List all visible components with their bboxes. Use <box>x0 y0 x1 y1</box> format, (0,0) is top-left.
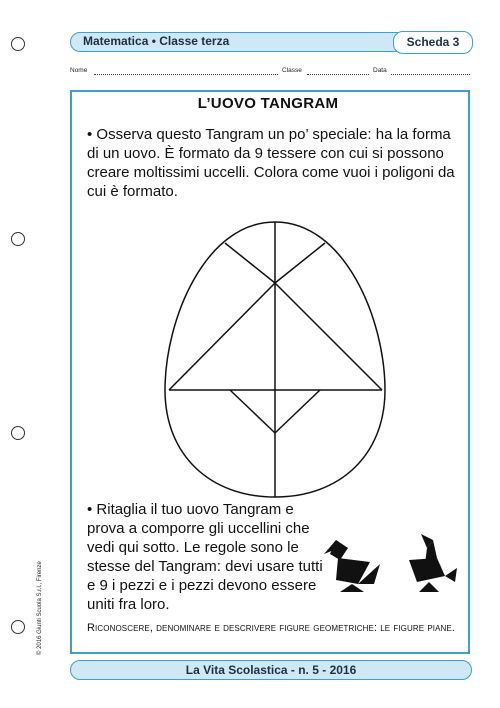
footer-bar: La Vita Scolastica - n. 5 - 2016 <box>70 660 472 680</box>
binder-hole <box>11 232 25 246</box>
binder-hole <box>11 426 25 440</box>
class-field-label: Classe <box>282 67 302 74</box>
instructions-text: • Osserva questo Tangram un po’ speciale: ha la forma di un uovo. È formato da 9 tessere con cui si possono creare moltissimi uccelli. Colora come vuoi i poligoni da cui è formato. <box>87 126 455 200</box>
name-field-label: Nome <box>70 67 88 74</box>
date-field-label: Data <box>373 67 387 74</box>
bird-silhouette-icon <box>318 532 388 602</box>
bird-silhouette-icon <box>395 530 465 600</box>
name-field[interactable] <box>94 74 278 75</box>
date-field[interactable] <box>391 74 470 75</box>
exercise-title: L’UOVO TANGRAM <box>197 95 339 112</box>
binder-hole <box>11 37 25 51</box>
header-bar <box>70 32 472 52</box>
copyright-note: © 2016 Giunti Scuola S.r.l., Firenze <box>37 561 43 655</box>
student-fields <box>70 67 470 79</box>
binder-hole <box>11 620 25 634</box>
cutout-instructions: • Ritaglia il tuo uovo Tangram e prova a comporre gli uccellini che vedi qui sotto. Le regole sono le stesse del Tangram: devi usare tutti e 9 i pezzi e i pezzi devono essere uniti fra loro. <box>87 501 323 613</box>
sheet-badge: Scheda 3 <box>393 31 473 54</box>
subject-label: Matematica • Classe terza <box>83 34 230 48</box>
class-field[interactable] <box>307 74 369 75</box>
learning-goal-caption: Riconoscere, denominare e descrivere figure geometriche: le figure piane. <box>87 622 456 634</box>
